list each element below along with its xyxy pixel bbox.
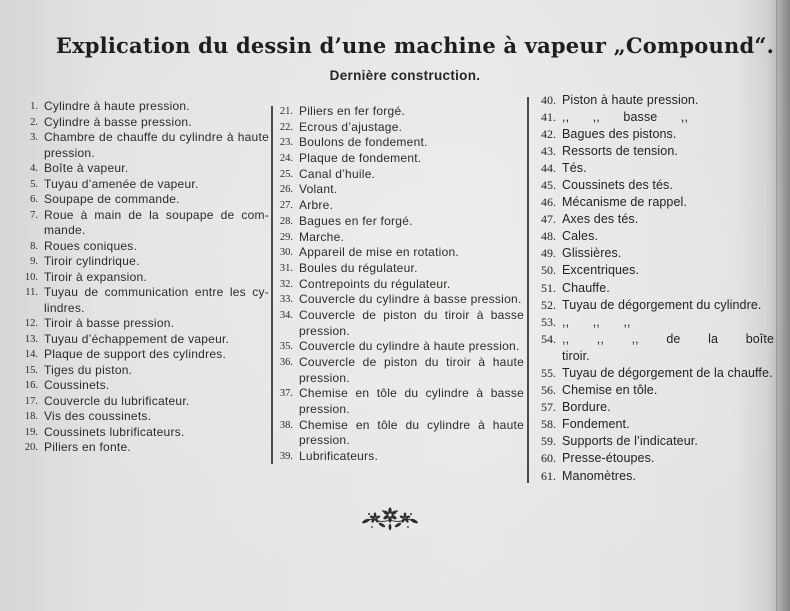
item-label <box>44 440 269 456</box>
item-label-line: Ressorts de tension. <box>562 143 678 158</box>
item-label <box>562 262 774 279</box>
item-label <box>299 182 524 198</box>
item-label-line: Glissières. <box>562 246 622 261</box>
item-label <box>562 126 774 143</box>
item-number: 16. <box>24 380 38 391</box>
legend-item <box>522 211 774 228</box>
legend-item <box>4 347 269 363</box>
item-label-line: Chauffe. <box>562 280 610 295</box>
item-label <box>299 277 524 293</box>
item-label <box>44 316 269 332</box>
item-label-line: Appareil de mise en rotation. <box>299 245 460 260</box>
item-label <box>299 386 524 417</box>
legend-column-1 <box>4 99 269 456</box>
legend-item <box>259 182 524 198</box>
item-label <box>44 363 269 379</box>
item-label-line: Canal d’huile. <box>299 166 376 181</box>
item-label-line: tiroir. <box>562 348 590 363</box>
item-label-line: Axes des tés. <box>562 212 639 227</box>
item-number: 28. <box>279 215 293 227</box>
item-label-line: Arbre. <box>299 198 334 213</box>
legend-item <box>259 151 524 167</box>
legend-item <box>259 449 524 465</box>
item-label-line: Vis des coussinets. <box>44 409 152 423</box>
item-number: 49. <box>541 246 556 261</box>
legend-item <box>522 262 774 279</box>
legend-item <box>4 363 269 379</box>
item-number: 8. <box>30 240 38 252</box>
item-number: 40. <box>541 92 556 107</box>
item-number: 61. <box>541 468 556 483</box>
item-number: 58. <box>541 417 556 432</box>
legend-item <box>522 228 774 245</box>
item-label-line: Chemise en tôle du cylindre à haute <box>299 417 524 432</box>
legend-item <box>259 308 524 339</box>
item-number: 48. <box>541 229 556 244</box>
item-label-line: Fondement. <box>562 417 630 432</box>
legend-item <box>522 468 774 485</box>
item-label <box>562 331 774 365</box>
item-label <box>44 270 269 286</box>
item-label <box>44 161 269 177</box>
legend-item <box>522 194 774 211</box>
item-label <box>562 160 774 177</box>
item-label-line: Piston à haute pression. <box>562 92 699 107</box>
item-label-line: Chemise en tôle du cylindre à basse <box>299 386 524 401</box>
legend-item <box>4 409 269 425</box>
item-label <box>299 230 524 246</box>
item-number: 52. <box>541 297 556 312</box>
legend-item <box>522 126 774 143</box>
item-label-line: Tuyau d’amenée de vapeur. <box>44 176 199 191</box>
page-edge-shadow <box>776 0 790 611</box>
item-label-line: Couvercle du cylindre à haute pression. <box>299 339 520 354</box>
item-label <box>299 308 524 339</box>
legend-item <box>522 92 774 109</box>
item-label-line: Cylindre à haute pression. <box>44 99 190 113</box>
legend-item <box>4 192 269 208</box>
legend-item <box>4 115 269 131</box>
item-label-line: Couvercle de piston du tiroir à basse <box>299 307 524 322</box>
item-number: 51. <box>541 280 556 295</box>
legend-item <box>259 135 524 151</box>
item-label <box>299 418 524 449</box>
item-label <box>562 433 774 450</box>
item-number: 54. <box>541 331 556 346</box>
item-number: 31. <box>279 262 293 274</box>
item-label <box>562 297 774 314</box>
legend-item <box>522 399 774 416</box>
item-number: 4. <box>30 163 38 174</box>
item-number: 12. <box>24 318 38 329</box>
item-label-line: ,, ,, ,, de la boîte <box>562 331 774 346</box>
item-label <box>562 365 774 382</box>
item-number: 47. <box>541 212 556 227</box>
item-label-line: Bagues des pistons. <box>562 126 677 141</box>
item-number: 3. <box>30 132 38 143</box>
item-label <box>299 292 524 308</box>
item-label-line: Cales. <box>562 229 599 244</box>
item-label <box>299 104 524 120</box>
item-number: 20. <box>24 442 38 453</box>
legend-item <box>522 177 774 194</box>
legend-item <box>259 120 524 136</box>
item-number: 46. <box>541 195 556 210</box>
legend-item <box>259 418 524 449</box>
item-number: 55. <box>541 366 556 380</box>
legend-item <box>522 280 774 297</box>
item-number: 56. <box>541 383 556 398</box>
item-label <box>562 143 774 160</box>
item-label <box>44 332 269 348</box>
item-number: 35. <box>279 341 293 353</box>
legend-item <box>522 160 774 177</box>
item-number: 23. <box>279 137 293 149</box>
item-label <box>44 378 269 394</box>
item-label <box>44 130 269 161</box>
legend-item <box>4 332 269 348</box>
item-label <box>299 355 524 386</box>
legend-item <box>259 214 524 230</box>
item-number: 7. <box>30 209 38 221</box>
item-label-line: Piliers en fer forgé. <box>299 104 405 118</box>
item-number: 5. <box>30 178 38 190</box>
legend-item <box>4 440 269 456</box>
legend-column-3 <box>522 92 774 485</box>
legend-item <box>4 394 269 410</box>
item-number: 39. <box>279 451 293 463</box>
item-number: 1. <box>30 101 38 112</box>
item-label-line: Tuyau de dégorgement du cylindre. <box>562 297 762 312</box>
item-label-line: Excentriques. <box>562 263 640 278</box>
item-label <box>44 254 269 270</box>
item-label-line: Tés. <box>562 160 587 175</box>
item-label <box>44 285 269 316</box>
legend-item <box>259 339 524 355</box>
item-number: 2. <box>30 116 38 128</box>
legend-item <box>259 104 524 120</box>
item-label-line: ,, ,, basse ,, <box>562 109 689 124</box>
item-number: 32. <box>279 278 293 290</box>
item-label-line: Tuyau de dégorgement de la chauffe. <box>562 366 773 380</box>
item-number: 17. <box>24 395 38 407</box>
item-number: 33. <box>279 294 293 306</box>
item-label-line: ,, ,, ,, <box>562 314 631 329</box>
item-label-line: Coussinets lubrificateurs. <box>44 424 185 439</box>
item-number: 29. <box>279 231 293 243</box>
item-number: 15. <box>24 364 38 376</box>
item-number: 10. <box>24 271 38 283</box>
item-label-line: Tuyau de communication entre les cy- <box>44 285 269 299</box>
legend-item <box>259 261 524 277</box>
legend-item <box>522 109 774 126</box>
legend-item <box>259 386 524 417</box>
item-label <box>299 449 524 465</box>
item-number: 11. <box>25 287 38 298</box>
item-label-line: Tuyau d’échappement de vapeur. <box>44 331 230 346</box>
item-number: 36. <box>279 357 293 368</box>
legend-item <box>4 254 269 270</box>
item-label <box>562 314 774 331</box>
item-number: 24. <box>279 153 293 165</box>
item-label-line: mande. <box>44 223 86 237</box>
page-title: Explication du dessin d’une machine à vapeur „Compound“. <box>55 33 775 58</box>
legend-item <box>4 130 269 161</box>
item-number: 60. <box>541 451 556 466</box>
legend-item <box>4 161 269 177</box>
legend-item <box>4 378 269 394</box>
item-number: 50. <box>541 263 556 278</box>
legend-item <box>522 365 774 382</box>
legend-item <box>259 292 524 308</box>
item-label-line: Boîte à vapeur. <box>44 161 129 175</box>
item-label <box>44 394 269 410</box>
legend-item <box>522 450 774 467</box>
item-label-line: Piliers en fonte. <box>44 440 131 454</box>
legend-item <box>4 208 269 239</box>
item-label-line: Lubrificateurs. <box>299 449 379 464</box>
item-number: 38. <box>279 419 293 431</box>
item-label-line: Supports de l’indicateur. <box>562 434 698 449</box>
legend-item <box>4 270 269 286</box>
item-label-line: pression. <box>299 433 350 448</box>
item-number: 25. <box>279 168 293 180</box>
item-number: 6. <box>30 194 38 205</box>
item-number: 37. <box>279 388 293 400</box>
legend-item <box>259 245 524 261</box>
legend-column-2 <box>259 104 524 465</box>
item-label <box>562 416 774 433</box>
item-label <box>299 245 524 261</box>
item-label-line: Tiroir à basse pression. <box>44 316 175 330</box>
legend-item <box>259 355 524 386</box>
item-label-line: Contrepoints du régulateur. <box>299 276 451 291</box>
item-label <box>562 399 774 416</box>
item-label <box>562 228 774 245</box>
item-label <box>562 211 774 228</box>
item-number: 22. <box>279 121 293 133</box>
item-label <box>299 167 524 183</box>
item-label-line: pression. <box>44 145 95 160</box>
item-label <box>44 115 269 131</box>
item-label-line: Cylindre à basse pression. <box>44 114 192 129</box>
item-label-line: Coussinets. <box>44 378 110 392</box>
legend-item <box>522 314 774 331</box>
item-number: 26. <box>279 184 293 196</box>
item-label <box>44 409 269 425</box>
item-label-line: Roues coniques. <box>44 238 138 253</box>
item-number: 57. <box>541 400 556 415</box>
item-label <box>562 382 774 399</box>
item-label <box>562 468 774 485</box>
legend-item <box>4 177 269 193</box>
legend-item <box>259 230 524 246</box>
item-label-line: Couvercle du cylindre à basse pression. <box>299 292 522 307</box>
item-label-line: Tiroir à expansion. <box>44 269 148 284</box>
item-label-line: Bagues en fer forgé. <box>299 213 413 228</box>
item-number: 30. <box>279 247 293 259</box>
item-label <box>299 198 524 214</box>
item-label <box>299 261 524 277</box>
legend-item <box>4 239 269 255</box>
item-number: 53. <box>541 314 556 329</box>
item-label <box>562 280 774 297</box>
item-label-line: pression. <box>299 323 350 338</box>
legend-item <box>522 331 774 365</box>
item-label-line: Manomètres. <box>562 468 637 483</box>
item-label <box>44 208 269 239</box>
item-label <box>562 450 774 467</box>
legend-item <box>4 425 269 441</box>
item-label-line: Chambre de chauffe du cylindre à haute <box>44 130 269 144</box>
item-label-line: Presse-étoupes. <box>562 451 655 466</box>
floral-ornament-icon <box>360 505 420 533</box>
item-number: 34. <box>279 309 293 321</box>
item-label <box>562 194 774 211</box>
item-label-line: Boules du régulateur. <box>299 260 418 275</box>
item-label-line: Roue à main de la soupape de com- <box>44 207 269 222</box>
legend-item <box>522 297 774 314</box>
item-label <box>562 109 774 126</box>
item-label <box>299 151 524 167</box>
legend-item <box>522 382 774 399</box>
item-label-line: Tiges du piston. <box>44 362 133 377</box>
item-label-line: pression. <box>299 370 350 385</box>
item-number: 13. <box>24 333 38 345</box>
item-label-line: Couvercle de piston du tiroir à haute <box>299 355 524 369</box>
item-number: 27. <box>279 200 293 212</box>
item-number: 9. <box>30 256 38 267</box>
item-number: 44. <box>541 160 556 175</box>
item-label-line: Marche. <box>299 229 345 244</box>
item-label-line: Chemise en tôle. <box>562 383 658 398</box>
legend-item <box>522 433 774 450</box>
item-label <box>299 339 524 355</box>
item-number: 14. <box>24 349 38 360</box>
item-label <box>562 92 774 109</box>
item-label <box>299 120 524 136</box>
item-number: 18. <box>24 411 38 422</box>
legend-item <box>522 245 774 262</box>
item-label-line: lindres. <box>44 300 85 315</box>
legend-item <box>4 99 269 115</box>
item-label <box>299 135 524 151</box>
item-number: 45. <box>541 177 556 192</box>
item-number: 19. <box>24 426 38 438</box>
item-label <box>299 214 524 230</box>
legend-item <box>522 143 774 160</box>
item-label-line: pression. <box>299 402 350 417</box>
item-label <box>44 239 269 255</box>
item-label-line: Plaque de fondement. <box>299 151 422 166</box>
item-label-line: Coussinets des tés. <box>562 177 673 192</box>
legend-item <box>259 277 524 293</box>
item-label-line: Soupape de commande. <box>44 192 180 206</box>
item-label-line: Mécanisme de rappel. <box>562 195 687 210</box>
item-number: 43. <box>541 143 556 158</box>
item-label-line: Plaque de support des cylindres. <box>44 347 227 361</box>
legend-item <box>259 198 524 214</box>
item-number: 59. <box>541 434 556 449</box>
item-label <box>44 347 269 363</box>
legend-item <box>259 167 524 183</box>
item-label-line: Couvercle du lubrificateur. <box>44 393 190 408</box>
item-label <box>562 177 774 194</box>
item-label-line: Volant. <box>299 182 338 197</box>
legend-item <box>4 316 269 332</box>
legend-item <box>4 285 269 316</box>
item-label-line: Tiroir cylindrique. <box>44 254 140 268</box>
item-label <box>44 425 269 441</box>
item-label-line: Bordure. <box>562 400 611 415</box>
item-number: 21. <box>279 106 293 117</box>
legend-item <box>522 416 774 433</box>
item-label <box>562 245 774 262</box>
item-label <box>44 177 269 193</box>
page-subtitle: Dernière construction. <box>329 68 481 83</box>
item-label <box>44 192 269 208</box>
item-label-line: Boulons de fondement. <box>299 135 428 150</box>
item-number: 42. <box>541 126 556 141</box>
item-label-line: Ecrous d’ajustage. <box>299 119 403 134</box>
item-number: 41. <box>541 109 556 124</box>
item-label <box>44 99 269 115</box>
